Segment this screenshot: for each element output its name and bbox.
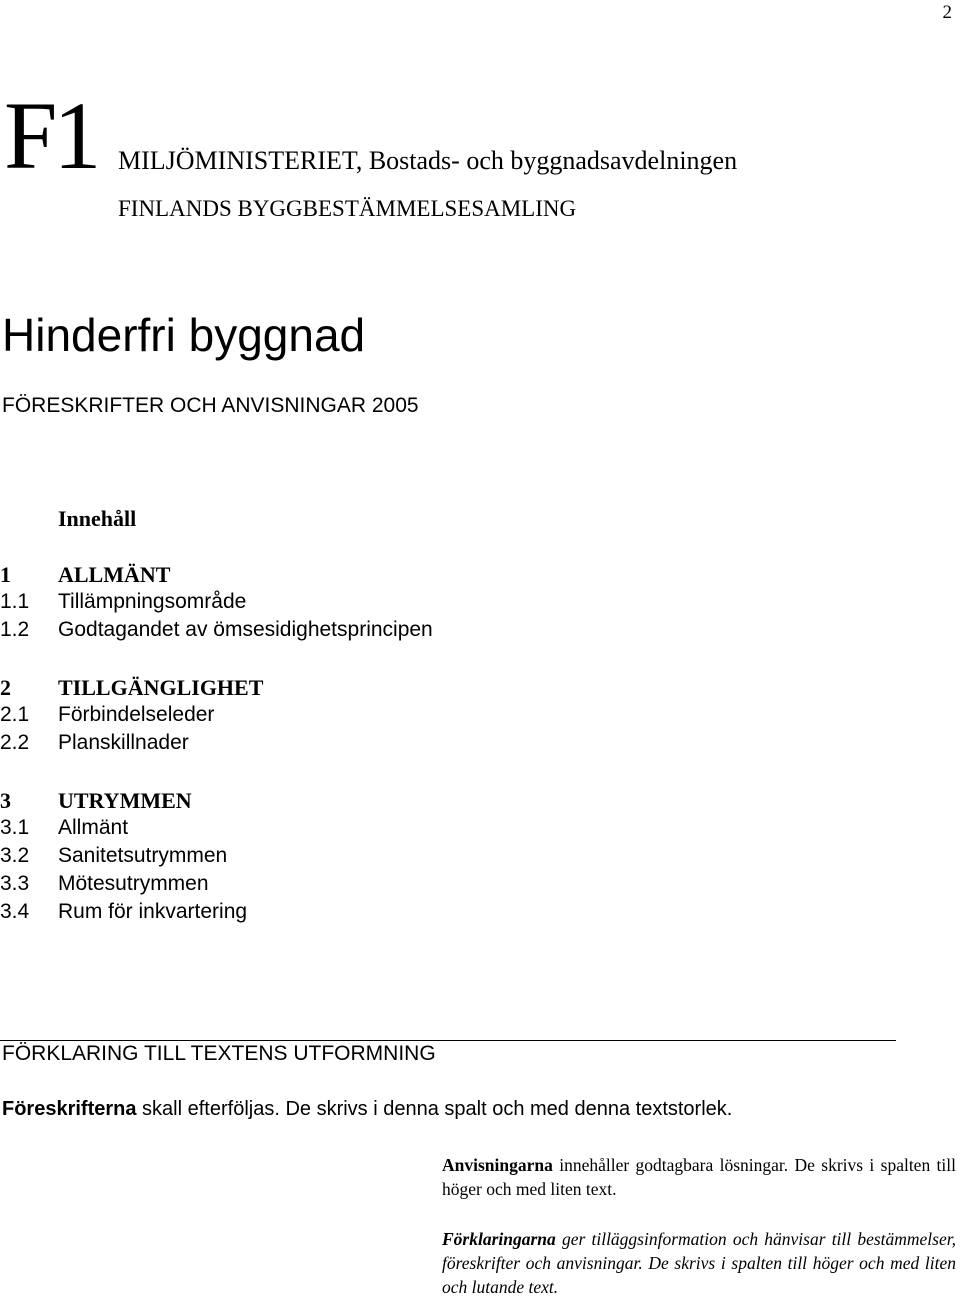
- guidelines-term: Anvisningarna: [442, 1155, 553, 1175]
- toc-label: Planskillnader: [58, 731, 189, 754]
- document-code: F1: [4, 82, 98, 189]
- toc-label: TILLGÄNGLIGHET: [58, 675, 264, 700]
- regulations-text: [2, 1098, 732, 1121]
- toc-number: 3.4: [0, 900, 30, 923]
- toc-number: 3.3: [0, 872, 30, 895]
- toc-heading: Innehåll: [58, 506, 137, 531]
- guidelines-text: [442, 1153, 956, 1201]
- ministry-name: MILJÖMINISTERIET, Bostads- och byggnadsavdelningen: [118, 146, 738, 175]
- divider: [0, 1040, 896, 1041]
- regulations-term: Föreskrifterna: [2, 1098, 137, 1120]
- page-title: Hinderfri byggnad: [2, 309, 366, 361]
- toc-number: 2.1: [0, 703, 30, 726]
- page-subtitle: FÖRESKRIFTER OCH ANVISNINGAR 2005: [2, 394, 419, 417]
- regulations-description: skall efterföljas. De skrivs i denna spalt och med denna textstorlek.: [136, 1098, 733, 1120]
- toc-number: 3.1: [0, 816, 30, 839]
- toc-number: 1: [0, 562, 11, 587]
- toc-number: 2: [0, 675, 11, 700]
- collection-name: FINLANDS BYGGBESTÄMMELSESAMLING: [118, 196, 577, 221]
- toc-label: Sanitetsutrymmen: [58, 844, 228, 867]
- toc-label: UTRYMMEN: [58, 788, 192, 813]
- toc-number: 1.2: [0, 618, 30, 641]
- explanation-heading: FÖRKLARING TILL TEXTENS UTFORMNING: [2, 1042, 436, 1065]
- toc-number: 1.1: [0, 590, 30, 613]
- guidelines-description: innehåller godtagbara lösningar. De skrivs i spalten till höger och med liten text.: [442, 1155, 956, 1199]
- toc-label: ALLMÄNT: [58, 562, 171, 587]
- explanations-description: ger tilläggsinformation och hänvisar till bestämmelser, föreskrifter och anvisningar. De skrivs i spalten till höger och med liten och lutande text.: [442, 1229, 956, 1297]
- toc-label: Förbindelseleder: [58, 703, 215, 726]
- toc-label: Godtagandet av ömsesidighetsprincipen: [58, 618, 433, 641]
- toc-number: 3: [0, 788, 11, 813]
- explanations-term: Förklaringarna: [442, 1229, 556, 1249]
- explanations-text: [442, 1227, 956, 1299]
- toc-label: Rum för inkvartering: [58, 900, 248, 923]
- toc-number: 3.2: [0, 844, 30, 867]
- toc-label: Tillämpningsområde: [58, 590, 247, 613]
- toc-label: Mötesutrymmen: [58, 872, 209, 895]
- toc-number: 2.2: [0, 731, 30, 754]
- toc-label: Allmänt: [58, 816, 129, 839]
- page-number: 2: [942, 2, 952, 23]
